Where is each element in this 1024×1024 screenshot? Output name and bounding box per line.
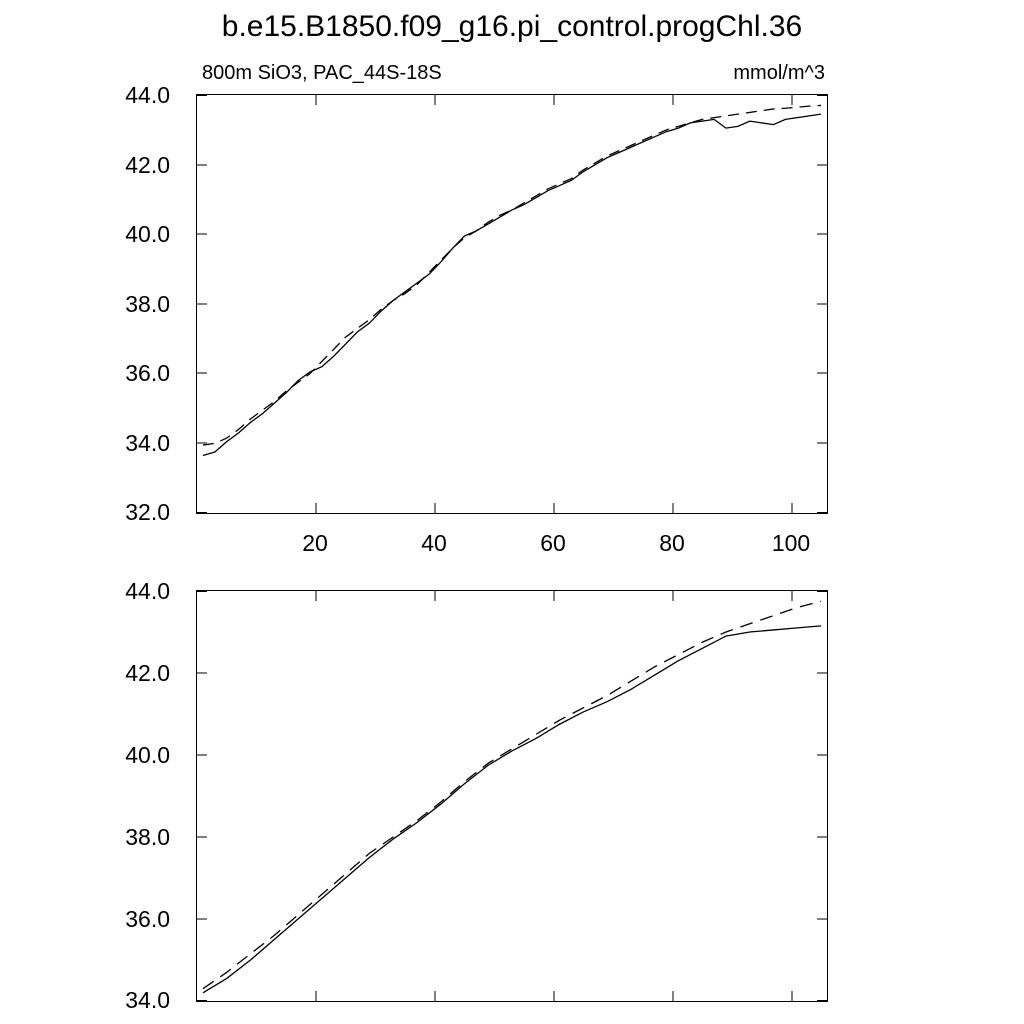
ytick-top-2: 40.0: [125, 221, 170, 247]
axis-ticks-top: [197, 95, 827, 513]
xtick-top-3: 80: [659, 530, 685, 556]
ytick-bottom-4: 36.0: [125, 906, 170, 932]
xtick-top-0: 20: [302, 530, 328, 556]
panel-top-left-label: 800m SiO3, PAC_44S-18S: [202, 62, 442, 84]
ytick-bottom-0: 44.0: [125, 578, 170, 604]
xtick-top-1: 40: [421, 530, 447, 556]
series-top-dashed: [203, 105, 821, 445]
plot-top-svg: [197, 95, 827, 513]
series-bottom-solid: [203, 626, 821, 993]
ytick-bottom-5: 34.0: [125, 987, 170, 1013]
xtick-top-2: 60: [540, 530, 566, 556]
series-top-solid: [203, 114, 821, 455]
plot-area-top: [196, 94, 828, 514]
ytick-top-3: 38.0: [125, 291, 170, 317]
ytick-bottom-2: 40.0: [125, 742, 170, 768]
series-bottom-dashed: [203, 601, 821, 988]
plot-area-bottom: [196, 590, 828, 1002]
plot-bottom-svg: [197, 591, 827, 1001]
ytick-top-5: 34.0: [125, 430, 170, 456]
page-title: b.e15.B1850.f09_g16.pi_control.progChl.36: [221, 10, 803, 43]
ytick-top-0: 44.0: [125, 82, 170, 108]
ytick-top-1: 42.0: [125, 152, 170, 178]
ytick-bottom-1: 42.0: [125, 660, 170, 686]
axis-ticks-bottom: [197, 591, 827, 1001]
chart-panel-bottom: [0, 560, 1024, 1024]
panel-top-right-label: mmol/m^3: [733, 62, 825, 84]
xtick-top-4: 100: [771, 530, 811, 556]
series-top: [203, 105, 821, 455]
series-bottom: [203, 601, 821, 993]
ytick-top-6: 32.0: [125, 499, 170, 525]
ytick-top-4: 36.0: [125, 360, 170, 386]
ytick-bottom-3: 38.0: [125, 824, 170, 850]
